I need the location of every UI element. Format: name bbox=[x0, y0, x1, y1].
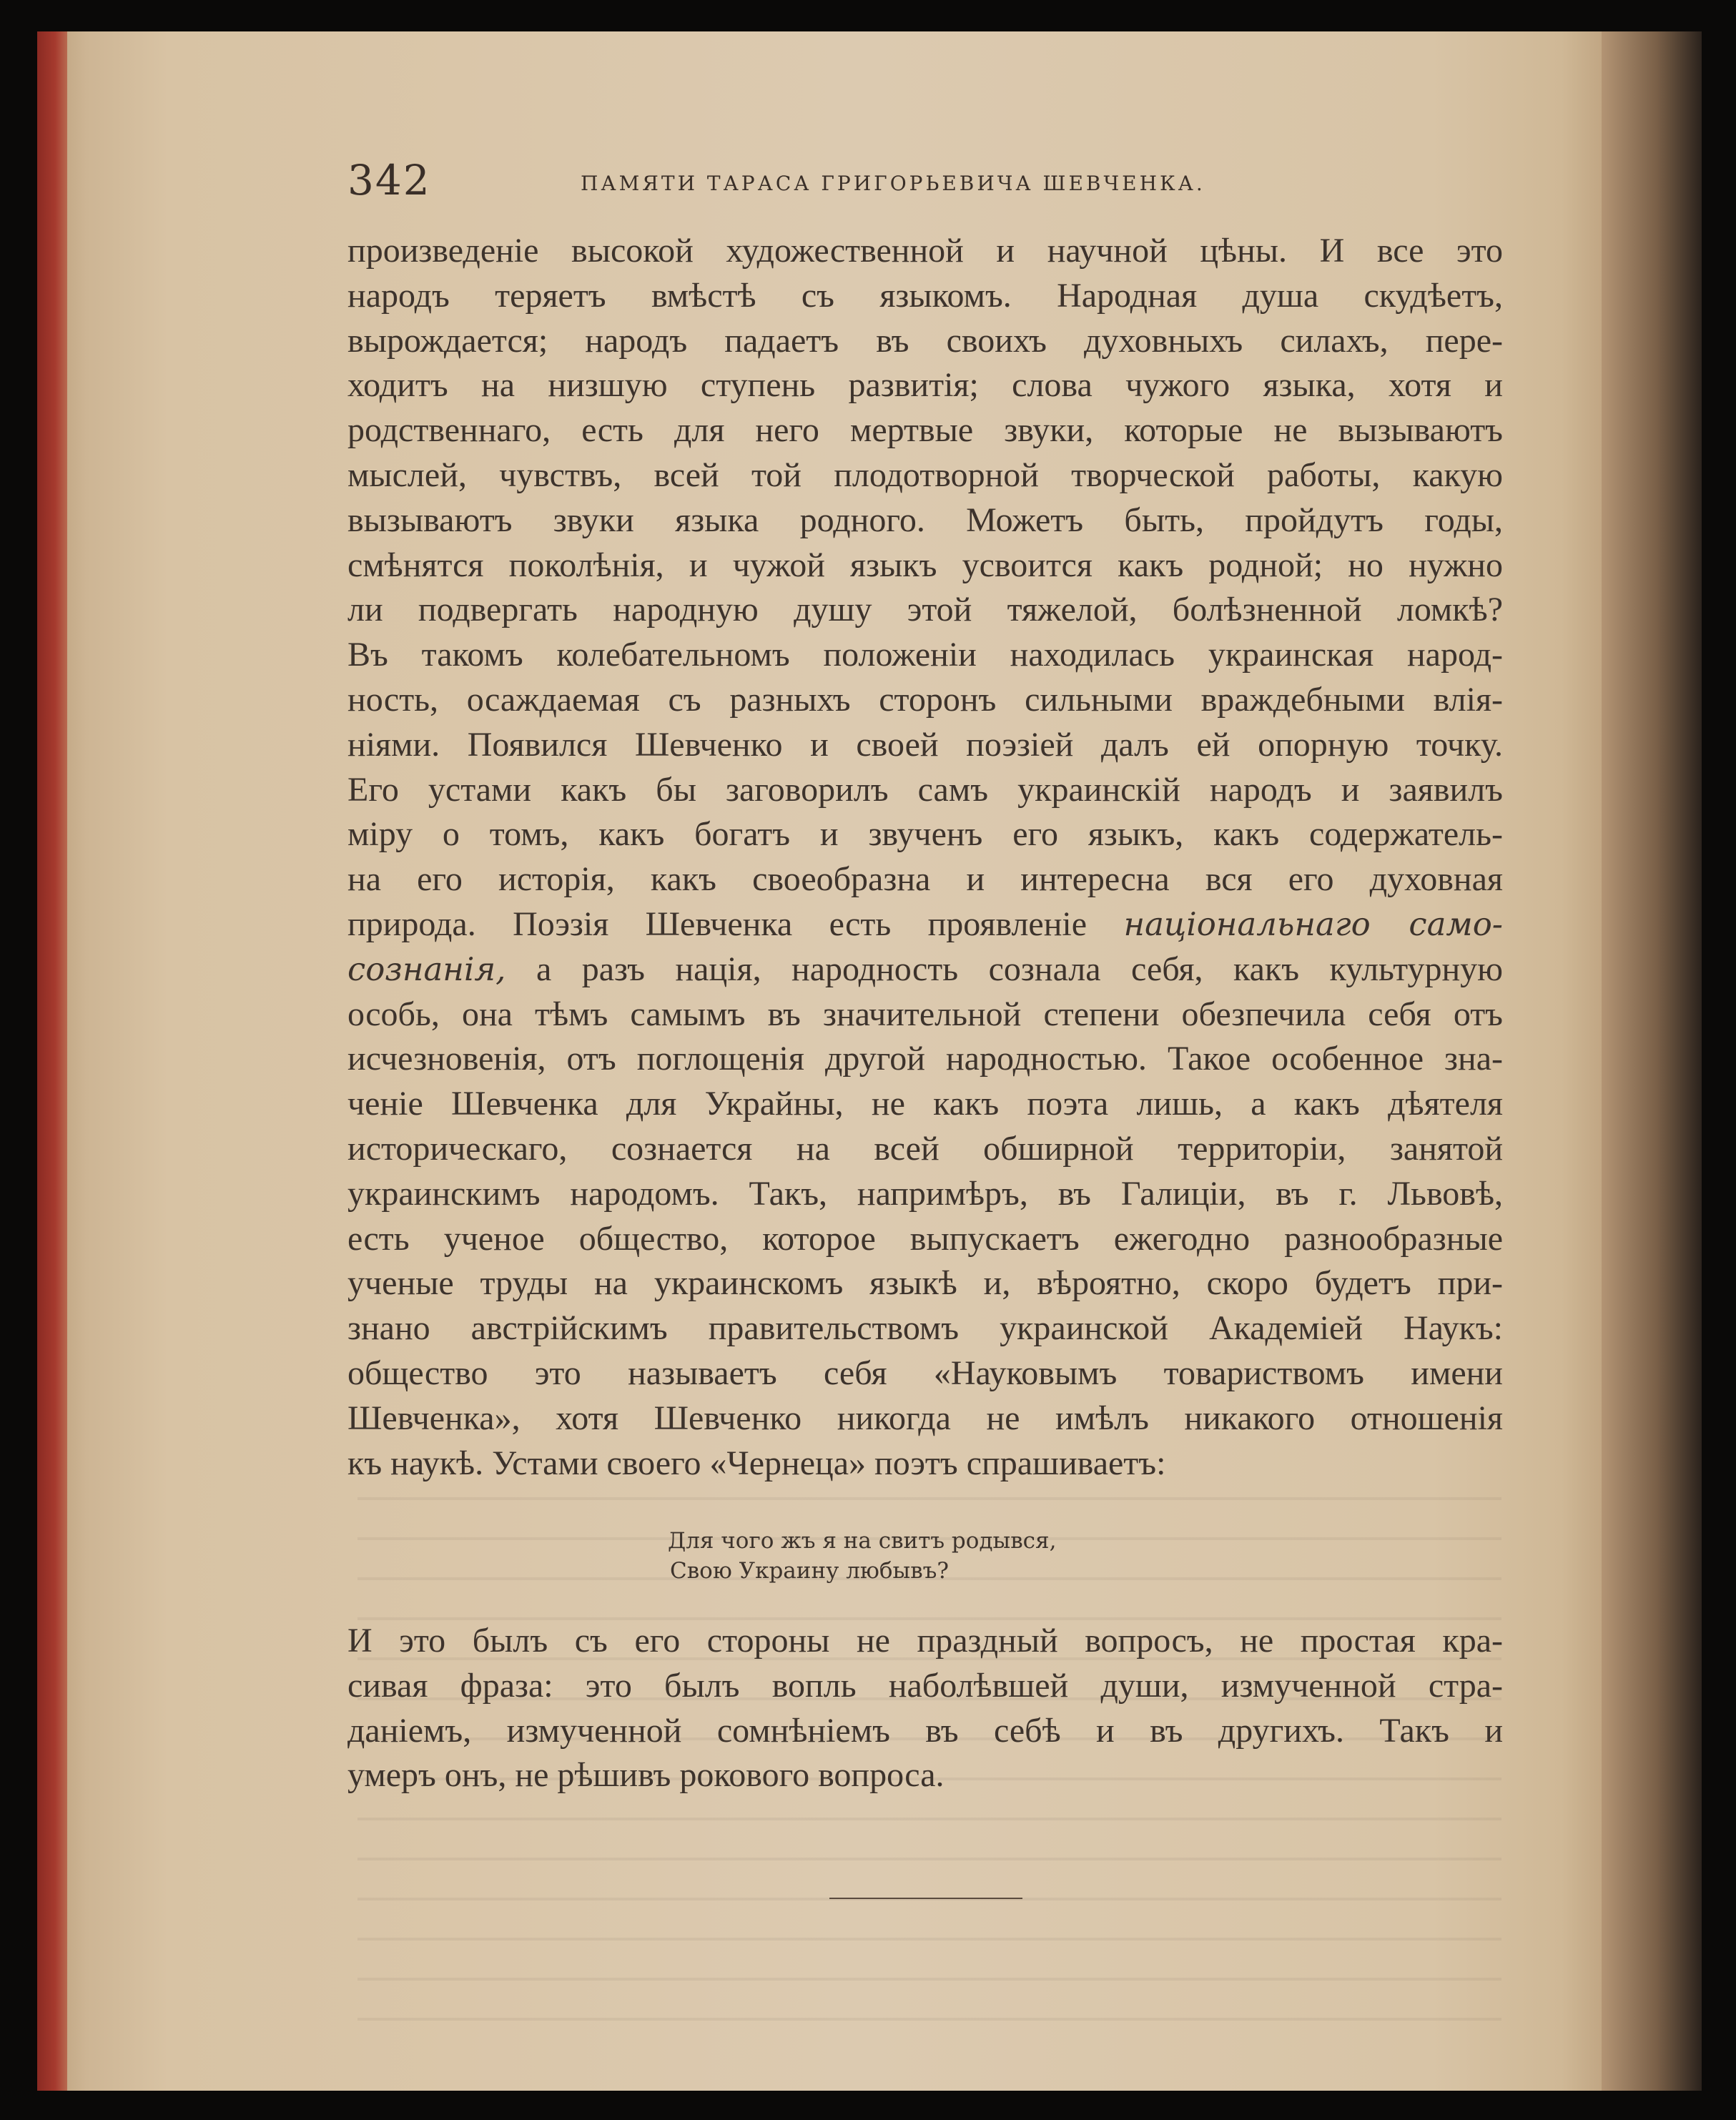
text-line: вызываютъ звуки языка родного. Можетъ быть, пройдутъ годы, bbox=[347, 501, 1503, 539]
text-line: историческаго, сознается на всей обширной территоріи, занятой bbox=[347, 1129, 1503, 1168]
emphasized-phrase: сознанія, bbox=[347, 950, 506, 988]
verse-line: Для чого жъ я на свитъ родывся, bbox=[668, 1528, 1057, 1554]
text-line: исчезновенія, отъ поглощенія другой народностью. Такое особенное зна- bbox=[347, 1040, 1503, 1078]
text-line: народъ теряетъ вмѣстѣ съ языкомъ. Народная душа скудѣетъ, bbox=[347, 276, 1503, 315]
text-line: на его исторія, какъ своеобразна и интересна вся его духовная bbox=[347, 860, 1503, 899]
page-number: 342 bbox=[347, 156, 431, 204]
text-line: И это былъ съ его стороны не праздный вопросъ, не простая кра- bbox=[347, 1622, 1503, 1660]
text-line: общество это называетъ себя «Науковымъ товариствомъ имени bbox=[347, 1354, 1503, 1392]
text-line bbox=[347, 947, 1503, 992]
text-line: ли подвергать народную душу этой тяжелой, болѣзненной ломкѣ? bbox=[347, 591, 1503, 629]
text-line: міру о томъ, какъ богатъ и звученъ его языкъ, какъ содержатель- bbox=[347, 815, 1503, 854]
text-line: знано австрійскимъ правительствомъ украинской Академіей Наукъ: bbox=[347, 1309, 1503, 1348]
emphasized-phrase: національнаго само- bbox=[1123, 904, 1504, 943]
text-line bbox=[347, 902, 1503, 947]
text-line: ность, осаждаемая съ разныхъ сторонъ сильными враждебными влія- bbox=[347, 680, 1503, 719]
section-end-rule bbox=[829, 1898, 1022, 1899]
verse-quote bbox=[668, 1526, 1056, 1586]
text-line: особь, она тѣмъ самымъ въ значительной степени обезпечила себя отъ bbox=[347, 995, 1503, 1033]
running-head: ПАМЯТИ ТАРАСА ГРИГОРЬЕВИЧА ШЕВЧЕНКА. bbox=[581, 172, 1205, 195]
text-segment: а разъ нація, народность сознала себя, какъ культурную bbox=[536, 950, 1503, 988]
text-line: ченіе Шевченка для Украйны, не какъ поэта лишь, а какъ дѣятеля bbox=[347, 1085, 1503, 1123]
text-line: къ наукѣ. Устами своего «Чернеца» поэтъ спрашиваетъ: bbox=[347, 1444, 1166, 1482]
text-line: вырождается; народъ падаетъ въ своихъ духовныхъ силахъ, пере- bbox=[347, 321, 1503, 360]
text-line: Шевченка», хотя Шевченко никогда не имѣлъ никакого отношенія bbox=[347, 1399, 1503, 1437]
text-line: произведеніе высокой художественной и научной цѣны. И все это bbox=[347, 232, 1503, 270]
text-line: смѣнятся поколѣнія, и чужой языкъ усвоится какъ родной; но нужно bbox=[347, 546, 1503, 584]
book-binding bbox=[37, 31, 67, 2091]
text-line: сивая фраза: это былъ вопль наболѣвшей души, измученной стра- bbox=[347, 1666, 1503, 1705]
text-line: Его устами какъ бы заговорилъ самъ украинскій народъ и заявилъ bbox=[347, 770, 1503, 809]
text-line: ученые труды на украинскомъ языкѣ и, вѣроятно, скоро будетъ при- bbox=[347, 1264, 1503, 1303]
text-line: мыслей, чувствъ, всей той плодотворной творческой работы, какую bbox=[347, 455, 1503, 494]
main-paragraph bbox=[347, 229, 1503, 1486]
text-line: украинскимъ народомъ. Такъ, напримѣръ, въ Галиціи, въ г. Львовѣ, bbox=[347, 1174, 1503, 1213]
text-line: умеръ онъ, не рѣшивъ рокового вопроса. bbox=[347, 1756, 945, 1795]
text-line: Въ такомъ колебательномъ положеніи находилась украинская народ- bbox=[347, 636, 1503, 674]
text-line: ходитъ на низшую ступень развитія; слова чужого языка, хотя и bbox=[347, 366, 1503, 405]
page-edge-shadow bbox=[1602, 31, 1702, 2091]
text-segment: природа. Поэзія Шевченка есть проявленіе bbox=[347, 904, 1088, 943]
text-line: ніями. Появился Шевченко и своей поэзіей далъ ей опорную точку. bbox=[347, 725, 1503, 764]
text-line: даніемъ, измученной сомнѣніемъ въ себѣ и въ другихъ. Такъ и bbox=[347, 1711, 1503, 1750]
text-line: родственнаго, есть для него мертвые звуки, которые не вызываютъ bbox=[347, 411, 1503, 450]
page-header bbox=[347, 156, 1520, 213]
closing-paragraph bbox=[347, 1619, 1503, 1798]
verse-line: Свою Украину любывъ? bbox=[670, 1558, 950, 1584]
text-line: есть ученое общество, которое выпускаетъ ежегодно разнообразные bbox=[347, 1219, 1503, 1258]
